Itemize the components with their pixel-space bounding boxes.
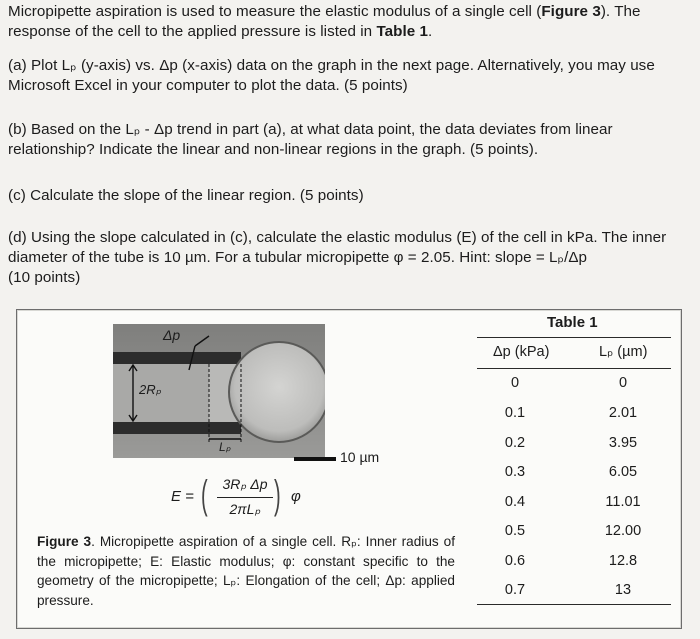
cell-lp-0: 0 xyxy=(618,375,628,391)
delta-p-label: Δp xyxy=(163,327,181,343)
intro-paragraph xyxy=(8,2,692,42)
cell-dp-0: 0 xyxy=(510,375,520,391)
part-a-question: (a) Plot Lₚ (y-axis) vs. Δp (x-axis) data on the graph in the next page. Alternatively, you may use Microsoft Excel in your computer to plot the data. (5 points) xyxy=(8,57,655,94)
cell-lp-1: 2.01 xyxy=(608,405,638,421)
left-paren: ( xyxy=(201,473,208,517)
part-b-question: (b) Based on the Lₚ - Δp trend in part (a), at what data point, the data deviates from linear relationship? Indicate the linear and non-linear regions in the graph. (5 points). xyxy=(8,121,613,158)
cell-lp-3: 6.05 xyxy=(608,464,638,480)
part-d-points: (10 points) xyxy=(8,269,81,286)
caption-text: . Micropipette aspiration of a single cell. Rₚ: Inner radius of the micropipette; E: Elastic modulus; φ: constant specific to the geometry of the micropipette; Lₚ: Elongation of the cell; Δp: applied pressure. xyxy=(37,534,455,608)
right-paren: ) xyxy=(274,473,281,517)
table-top-rule xyxy=(477,337,671,338)
scale-bar-label: 10 µm xyxy=(340,449,380,465)
lp-label: Lₚ xyxy=(219,440,231,454)
equation-denominator: 2πLₚ xyxy=(229,501,261,517)
part-d-text: (d) Using the slope calculated in (c), calculate the elastic modulus (E) of the cell in kPa. The inner diameter of the tube is 10 µm. For a tubular micropipette φ = 2.05. Hint: slope = Lₚ/Δp xyxy=(8,229,667,266)
cell-lp-7: 13 xyxy=(614,582,632,598)
fraction-bar xyxy=(217,497,273,498)
intro-text-2: ). The response of the cell to the applied pressure is listed in xyxy=(8,3,641,40)
intro-text-3: . xyxy=(428,23,433,40)
figure-caption xyxy=(37,532,455,610)
table-bottom-rule xyxy=(477,604,671,605)
micropipette-image xyxy=(113,324,325,458)
table-title: Table 1 xyxy=(547,314,598,331)
table-header-rule xyxy=(477,368,671,369)
figure-table-box xyxy=(16,309,682,629)
equation-lhs: E = xyxy=(171,488,194,505)
cell-lp-2: 3.95 xyxy=(608,435,638,451)
equation-phi: φ xyxy=(291,488,301,505)
cell-lp-4: 11.01 xyxy=(605,494,641,510)
intro-text: Micropipette aspiration is used to measure the elastic modulus of a single cell ( xyxy=(8,3,542,20)
scale-bar xyxy=(294,457,336,461)
col-header-dp: Δp (kPa) xyxy=(493,344,550,360)
caption-title: Figure 3 xyxy=(37,534,92,549)
cell-lp-6: 12.8 xyxy=(608,553,638,569)
cell-dp-7: 0.7 xyxy=(504,582,526,598)
elastic-modulus-equation xyxy=(171,473,301,523)
equation-numerator: 3Rₚ Δp xyxy=(222,476,268,492)
2rp-label: 2Rₚ xyxy=(139,382,162,397)
cell-dp-2: 0.2 xyxy=(504,435,526,451)
table-ref: Table 1 xyxy=(376,23,429,40)
cell-dp-6: 0.6 xyxy=(504,553,526,569)
cell-dp-5: 0.5 xyxy=(504,523,526,539)
cell-lp-5: 12.00 xyxy=(604,523,642,539)
cell-dp-3: 0.3 xyxy=(504,464,526,480)
part-c-question: (c) Calculate the slope of the linear region. (5 points) xyxy=(8,187,364,204)
cell-dp-1: 0.1 xyxy=(504,405,526,421)
cell-dp-4: 0.4 xyxy=(504,494,526,510)
figure-ref: Figure 3 xyxy=(541,3,601,20)
part-d-question xyxy=(8,228,692,288)
col-header-lp: Lₚ (µm) xyxy=(599,344,648,360)
